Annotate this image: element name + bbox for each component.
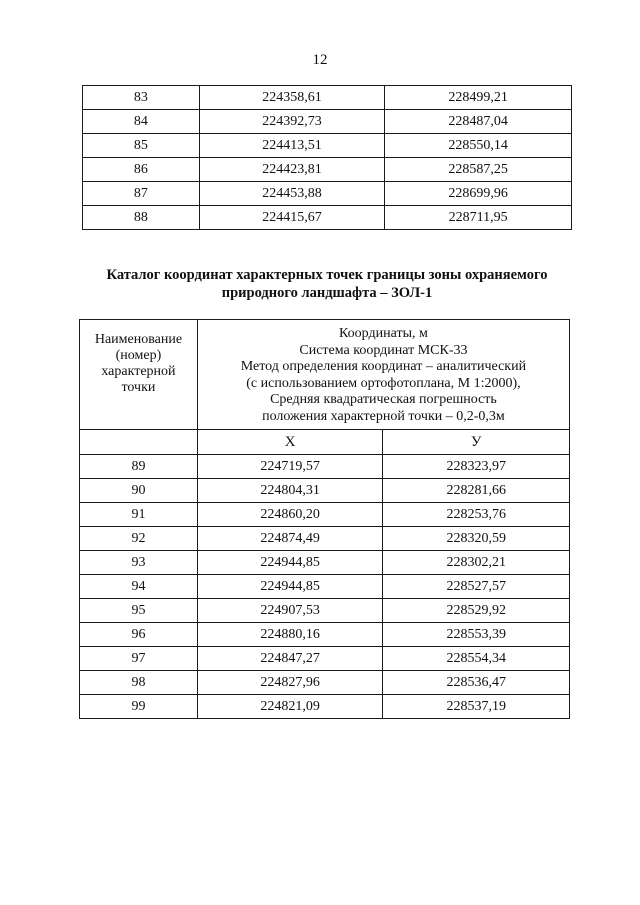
catalog-title-line-2: природного ландшафта – ЗОЛ-1	[221, 285, 433, 302]
axis-y-header: У	[383, 430, 570, 455]
y-coordinate-cell: 228537,19	[383, 695, 570, 719]
x-coordinate-cell: 224415,67	[199, 206, 385, 230]
point-number-cell: 83	[83, 86, 200, 110]
coordinates-table-continued	[82, 85, 572, 230]
table-row	[80, 551, 570, 575]
x-coordinate-cell: 224874,49	[197, 527, 383, 551]
axis-x-header: Х	[197, 430, 383, 455]
point-number-cell: 94	[80, 575, 198, 599]
point-number-cell: 84	[83, 110, 200, 134]
x-coordinate-cell: 224847,27	[197, 647, 383, 671]
point-number-cell: 93	[80, 551, 198, 575]
x-coordinate-cell: 224358,61	[199, 86, 385, 110]
table-row	[80, 647, 570, 671]
point-number-cell: 91	[80, 503, 198, 527]
header-coordinates-line: (с использованием ортофотоплана, М 1:2000),	[246, 375, 521, 391]
header-coordinates-line: Система координат МСК-33	[299, 342, 468, 358]
x-coordinate-cell: 224827,96	[197, 671, 383, 695]
table-row	[80, 599, 570, 623]
point-number-cell: 92	[80, 527, 198, 551]
coordinates-catalog-table	[79, 319, 570, 719]
y-coordinate-cell: 228553,39	[383, 623, 570, 647]
y-coordinate-cell: 228302,21	[383, 551, 570, 575]
table-row	[80, 527, 570, 551]
y-coordinate-cell: 228536,47	[383, 671, 570, 695]
y-coordinate-cell: 228323,97	[383, 455, 570, 479]
y-coordinate-cell: 228529,92	[383, 599, 570, 623]
y-coordinate-cell: 228281,66	[383, 479, 570, 503]
x-coordinate-cell: 224944,85	[197, 551, 383, 575]
point-number-cell: 97	[80, 647, 198, 671]
point-number-cell: 98	[80, 671, 198, 695]
x-coordinate-cell: 224944,85	[197, 575, 383, 599]
coordinates-table-continued-body	[83, 86, 572, 230]
table-row	[83, 110, 572, 134]
y-coordinate-cell: 228487,04	[385, 110, 572, 134]
y-coordinate-cell: 228699,96	[385, 182, 572, 206]
x-coordinate-cell: 224413,51	[199, 134, 385, 158]
y-coordinate-cell: 228253,76	[383, 503, 570, 527]
y-coordinate-cell: 228587,25	[385, 158, 572, 182]
catalog-title-line-1: Каталог координат характерных точек границы зоны охраняемого	[106, 267, 548, 283]
point-number-cell: 89	[80, 455, 198, 479]
y-coordinate-cell: 228550,14	[385, 134, 572, 158]
point-number-cell: 96	[80, 623, 198, 647]
y-coordinate-cell: 228499,21	[385, 86, 572, 110]
y-coordinate-cell: 228711,95	[385, 206, 572, 230]
x-coordinate-cell: 224804,31	[197, 479, 383, 503]
point-number-cell: 85	[83, 134, 200, 158]
table-row	[80, 695, 570, 719]
table-row	[83, 182, 572, 206]
axis-header-row	[80, 430, 570, 455]
point-number-cell: 95	[80, 599, 198, 623]
header-point-line: Наименование	[94, 332, 183, 347]
table-row	[80, 455, 570, 479]
header-coordinates-line: положения характерной точки – 0,2-0,3м	[262, 408, 505, 424]
point-number-cell: 87	[83, 182, 200, 206]
point-number-cell: 88	[83, 206, 200, 230]
header-coordinates	[197, 320, 569, 430]
page-number: 12	[312, 52, 328, 68]
x-coordinate-cell: 224860,20	[197, 503, 383, 527]
table-row	[80, 671, 570, 695]
x-coordinate-cell: 224880,16	[197, 623, 383, 647]
y-coordinate-cell: 228320,59	[383, 527, 570, 551]
header-coordinates-line: Координаты, м	[339, 326, 428, 341]
x-coordinate-cell: 224453,88	[199, 182, 385, 206]
table-row	[80, 503, 570, 527]
x-coordinate-cell: 224821,09	[197, 695, 383, 719]
y-coordinate-cell: 228554,34	[383, 647, 570, 671]
table-row	[83, 158, 572, 182]
header-point-line: точки	[121, 380, 156, 396]
point-number-cell: 90	[80, 479, 198, 503]
table-row	[83, 86, 572, 110]
table-row	[80, 575, 570, 599]
header-coordinates-line: Метод определения координат – аналитический	[240, 359, 527, 375]
table-row	[80, 479, 570, 503]
x-coordinate-cell: 224907,53	[197, 599, 383, 623]
table-row	[80, 623, 570, 647]
point-number-cell: 86	[83, 158, 200, 182]
header-point-name	[80, 320, 198, 430]
y-coordinate-cell: 228527,57	[383, 575, 570, 599]
catalog-title	[82, 266, 572, 302]
x-coordinate-cell: 224423,81	[199, 158, 385, 182]
axis-header-empty	[80, 430, 198, 455]
coordinates-catalog-table-body	[80, 320, 570, 719]
point-number-cell: 99	[80, 695, 198, 719]
table-row	[83, 206, 572, 230]
x-coordinate-cell: 224392,73	[199, 110, 385, 134]
header-point-line: (номер)	[115, 348, 162, 364]
x-coordinate-cell: 224719,57	[197, 455, 383, 479]
table-row	[83, 134, 572, 158]
header-point-line: характерной	[101, 364, 176, 380]
header-coordinates-line: Средняя квадратическая погрешность	[270, 392, 497, 408]
table-header-row	[80, 320, 570, 430]
